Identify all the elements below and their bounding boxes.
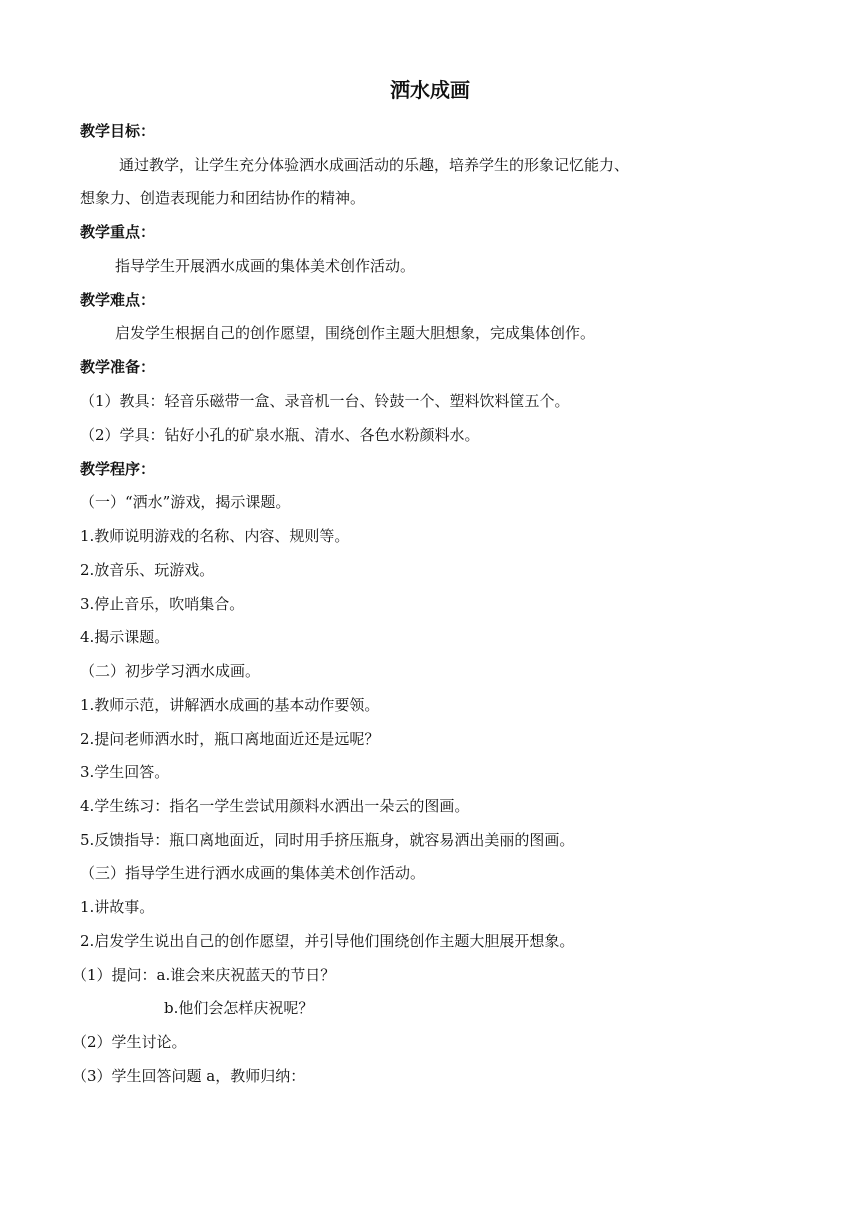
section-2-item-2: 2.提问老师洒水时，瓶口离地面近还是远呢？: [80, 730, 380, 748]
section-1-item-1: 1.教师说明游戏的名称、内容、规则等。: [80, 527, 350, 545]
heading-procedure: 教学程序：: [80, 460, 156, 478]
preparation-item-2: （2）学具：钻好小孔的矿泉水瓶、清水、各色水粉颜料水。: [80, 426, 480, 444]
section-3-item-1: 1.讲故事。: [80, 898, 155, 916]
section-2-item-3: 3.学生回答。: [80, 763, 170, 781]
heading-preparation: 教学准备：: [80, 358, 156, 376]
heading-key-points: 教学重点：: [80, 223, 156, 241]
key-points-text: 指导学生开展洒水成画的集体美术创作活动。: [115, 257, 416, 275]
objectives-line-2: 想象力、创造表现能力和团结协作的精神。: [80, 189, 366, 207]
section-2-item-4: 4.学生练习：指名一学生尝试用颜料水洒出一朵云的图画。: [80, 797, 470, 815]
document-title: 洒水成画: [390, 78, 470, 102]
section-1-item-2: 2.放音乐、玩游戏。: [80, 561, 215, 579]
section-3-heading: （三）指导学生进行洒水成画的集体美术创作活动。: [80, 864, 426, 882]
section-3-question-1b: b.他们会怎样庆祝呢？: [164, 999, 314, 1017]
objectives-line-1: 通过教学，让学生充分体验洒水成画活动的乐趣，培养学生的形象记忆能力、: [119, 156, 630, 174]
section-1-item-4: 4.揭示课题。: [80, 628, 170, 646]
heading-objectives: 教学目标：: [80, 122, 156, 140]
section-2-item-5: 5.反馈指导：瓶口离地面近，同时用手挤压瓶身，就容易洒出美丽的图画。: [80, 831, 575, 849]
heading-difficulties: 教学难点：: [80, 291, 156, 309]
difficulties-text: 启发学生根据自己的创作愿望，围绕创作主题大胆想象，完成集体创作。: [115, 324, 596, 342]
section-3-answer: （3）学生回答问题 a，教师归纳：: [72, 1067, 306, 1085]
section-2-item-1: 1.教师示范，讲解洒水成画的基本动作要领。: [80, 696, 380, 714]
section-3-question-1a: （1）提问：a.谁会来庆祝蓝天的节日？: [72, 966, 336, 984]
section-2-heading: （二）初步学习洒水成画。: [80, 662, 261, 680]
section-1-item-3: 3.停止音乐，吹哨集合。: [80, 595, 245, 613]
section-3-discussion: （2）学生讨论。: [72, 1033, 187, 1051]
preparation-item-1: （1）教具：轻音乐磁带一盒、录音机一台、铃鼓一个、塑料饮料筐五个。: [80, 392, 570, 410]
section-3-item-2: 2.启发学生说出自己的创作愿望，并引导他们围绕创作主题大胆展开想象。: [80, 932, 575, 950]
section-1-heading: （一）“洒水”游戏，揭示课题。: [80, 493, 291, 511]
